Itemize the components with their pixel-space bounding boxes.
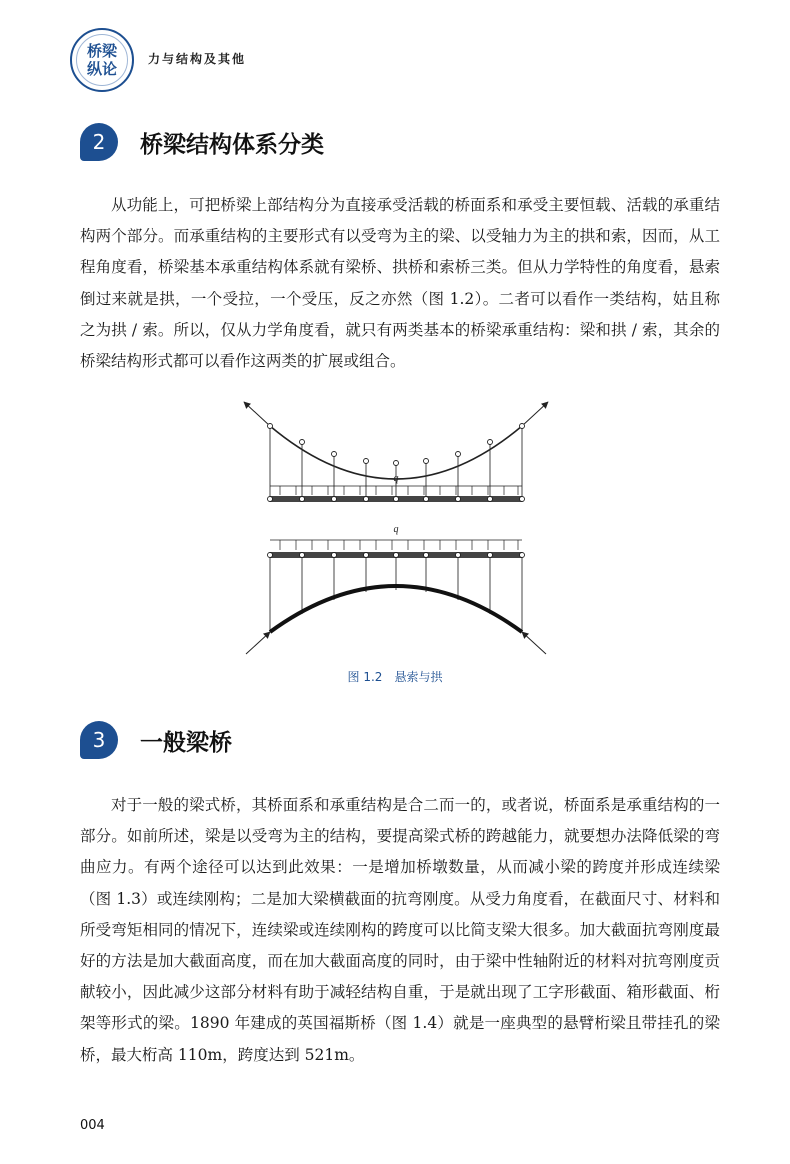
arch-thrust-arrow-right [522,632,546,654]
load-q-label-top: q [393,473,399,484]
section-title: 桥梁结构体系分类 [140,131,324,158]
cable-tension-arrow-right [522,402,548,426]
section-2-paragraph: 从功能上，可把桥梁上部结构分为直接承受活载的桥面系和承受主要恒载、活载的承重结构两个部分。而承重结构的主要形式有以受弯为主的梁、以受轴力为主的拱和索，因而，从工程角度看，桥梁基本承重结构体系就有梁桥、拱桥和索桥三类。但从力学特性的角度看，悬索倒过来就是拱，一个受拉，一个受压，反之亦然（图 1.2）。二者可以看作一类结构，姑且称之为拱 / 索。所以，仅从力学角度看，就只有两类基本的桥梁承重结构：梁和拱 / 索，其余的桥梁结构形式都可以看作这两类的扩展或组合。 [80,196,720,371]
section-3-paragraph: 对于一般的梁式桥，其桥面系和承重结构是合二而一的，或者说，桥面系是承重结构的一部分。如前所述，梁是以受弯为主的结构，要提高梁式桥的跨越能力，就要想办法降低梁的弯曲应力。有两个途径可以达到此效果：一是增加桥墩数量，从而减小梁的跨度并形成连续梁（图 1.3）或连续刚构；二是加大梁横截面的抗弯刚度。从受力角度看，在截面尺寸、材料和所受弯矩相同的情况下，连续梁或连续刚构的跨度可以比简支梁大很多。加大截面抗弯刚度最好的方法是加大截面高度，而在加大截面高度的同时，由于梁中性轴附近的材料对抗弯刚度贡献较小，因此减少这部分材料有助于减轻结构自重，于是就出现了工字形截面、箱形截面、桁架等形式的梁。1890 年建成的英国福斯桥（图 1.4）就是一座典型的悬臂桁梁且带挂孔的梁桥，最大桁高 110m，跨度达到 521m。 [80,796,720,1064]
logo-line-2: 纵论 [86,60,117,78]
arch-thrust-arrow-left [246,632,270,654]
chapter-title: 力与结构及其他 [148,52,247,66]
suspension-arch-figure [240,392,560,662]
section-3-heading [80,716,232,764]
cable-nodes [268,424,525,466]
arch-posts [270,558,522,632]
load-q-label-bottom: q [393,524,399,535]
distributed-load-arrows-bottom [280,540,518,550]
arch-rib [270,586,522,632]
section-title: 一般梁桥 [140,729,232,756]
cable-tension-arrow-left [244,402,270,426]
logo-line-1: 桥梁 [86,42,117,60]
page-number: 004 [80,1118,105,1133]
distributed-load-arrows-top [280,486,518,495]
figure-caption: 图 1.2 悬索与拱 [347,670,443,684]
section-2-heading [80,118,324,166]
section-number-badge: 2 [80,123,118,161]
book-logo [70,28,134,92]
section-number-badge: 3 [80,721,118,759]
page-header [70,28,370,92]
